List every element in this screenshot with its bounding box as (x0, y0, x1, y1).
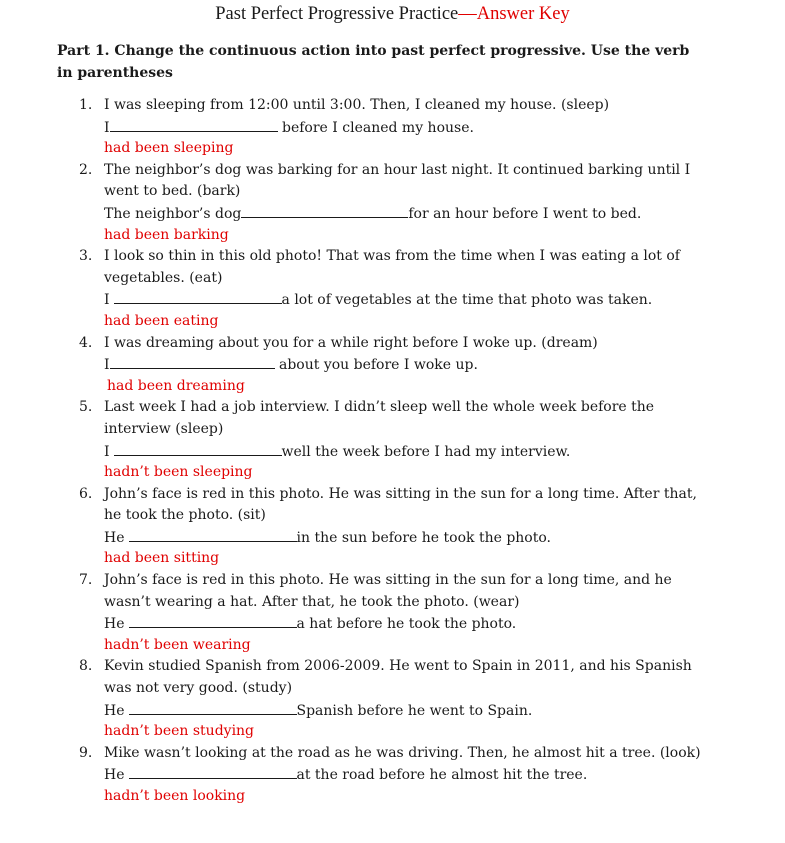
item-number: 4. (79, 334, 93, 351)
exercise-item (0, 484, 785, 570)
item-question: I was dreaming about you for a while right before I woke up. (dream) (104, 334, 598, 351)
item-question: John’s face is red in this photo. He was sitting in the sun for a long time. After that, (104, 485, 697, 502)
item-answer: hadn’t been wearing (104, 636, 251, 653)
exercise-list (0, 95, 785, 808)
item-number: 6. (79, 485, 93, 502)
item-number: 8. (79, 658, 93, 675)
answer-blank (129, 764, 297, 779)
item-answer: had been dreaming (107, 377, 245, 394)
item-number: 5. (79, 399, 93, 416)
exercise-item (0, 95, 785, 160)
item-prompt-end: well the week before I had my interview. (281, 443, 571, 460)
item-prompt: He (104, 702, 125, 719)
answer-blank (110, 117, 278, 132)
item-question: went to bed. (bark) (104, 183, 241, 200)
item-answer: hadn’t been sleeping (104, 464, 253, 481)
item-prompt: I (104, 119, 110, 136)
item-question: was not very good. (study) (104, 680, 293, 697)
page-title: Past Perfect Progressive Practice—Answer Key (215, 4, 570, 24)
item-prompt: He (104, 529, 125, 546)
item-answer: had been sleeping (104, 140, 234, 157)
item-answer: had been sitting (104, 550, 220, 567)
item-question: I look so thin in this old photo! That was from the time when I was eating a lot of (104, 248, 680, 265)
part-heading: Part 1. Change the continuous action into past perfect progressive. Use the verb in parentheses (57, 43, 690, 81)
item-prompt: He (104, 767, 125, 784)
item-answer: had been eating (104, 312, 219, 329)
item-prompt-end: a lot of vegetables at the time that photo was taken. (281, 292, 653, 309)
item-number: 9. (79, 744, 93, 761)
item-prompt-end: before I cleaned my house. (281, 119, 474, 136)
item-question: I was sleeping from 12:00 until 3:00. Then, I cleaned my house. (sleep) (104, 97, 610, 113)
item-number: 7. (79, 572, 93, 589)
item-prompt: He (104, 616, 125, 633)
item-prompt-end: for an hour before I went to bed. (408, 205, 642, 222)
item-question: interview (sleep) (104, 420, 224, 437)
exercise-item (0, 743, 785, 808)
answer-blank (110, 354, 275, 369)
exercise-item (0, 656, 785, 742)
exercise-item (0, 160, 785, 246)
exercise-item (0, 333, 785, 398)
item-answer: hadn’t been looking (104, 788, 246, 804)
item-prompt-end: in the sun before he took the photo. (296, 529, 551, 546)
exercise-item (0, 397, 785, 483)
item-prompt: I (104, 443, 110, 460)
item-question: Kevin studied Spanish from 2006-2009. He went to Spain in 2011, and his Spanish (104, 658, 692, 675)
answer-blank (114, 441, 282, 456)
item-question: vegetables. (eat) (104, 269, 223, 286)
item-question: Mike wasn’t looking at the road as he was driving. Then, he almost hit a tree. (look) (104, 744, 701, 761)
answer-blank (129, 613, 297, 628)
answer-blank (129, 700, 297, 715)
item-question: wasn’t wearing a hat. After that, he took the photo. (wear) (104, 593, 520, 610)
item-prompt-end: at the road before he almost hit the tree. (296, 767, 588, 784)
answer-blank (241, 203, 408, 218)
item-answer: had been barking (104, 226, 229, 243)
item-question: he took the photo. (sit) (104, 507, 266, 524)
item-prompt: I (104, 357, 110, 374)
answer-blank (129, 527, 297, 542)
item-question: Last week I had a job interview. I didn’t sleep well the whole week before the (104, 399, 655, 416)
item-prompt-end: about you before I woke up. (278, 357, 478, 374)
item-question: John’s face is red in this photo. He was sitting in the sun for a long time, and he (104, 572, 672, 589)
item-question: The neighbor’s dog was barking for an hour last night. It continued barking until I (104, 161, 691, 178)
item-number: 2. (79, 161, 93, 178)
exercise-item (0, 570, 785, 656)
item-prompt: I (104, 292, 110, 309)
item-number: 3. (79, 248, 93, 265)
item-answer: hadn’t been studying (104, 723, 255, 740)
item-prompt: The neighbor’s dog (104, 205, 242, 222)
item-number: 1. (79, 97, 93, 113)
item-prompt-end: Spanish before he went to Spain. (296, 702, 533, 719)
answer-blank (114, 289, 282, 304)
item-prompt-end: a hat before he took the photo. (296, 616, 517, 633)
exercise-item (0, 246, 785, 332)
